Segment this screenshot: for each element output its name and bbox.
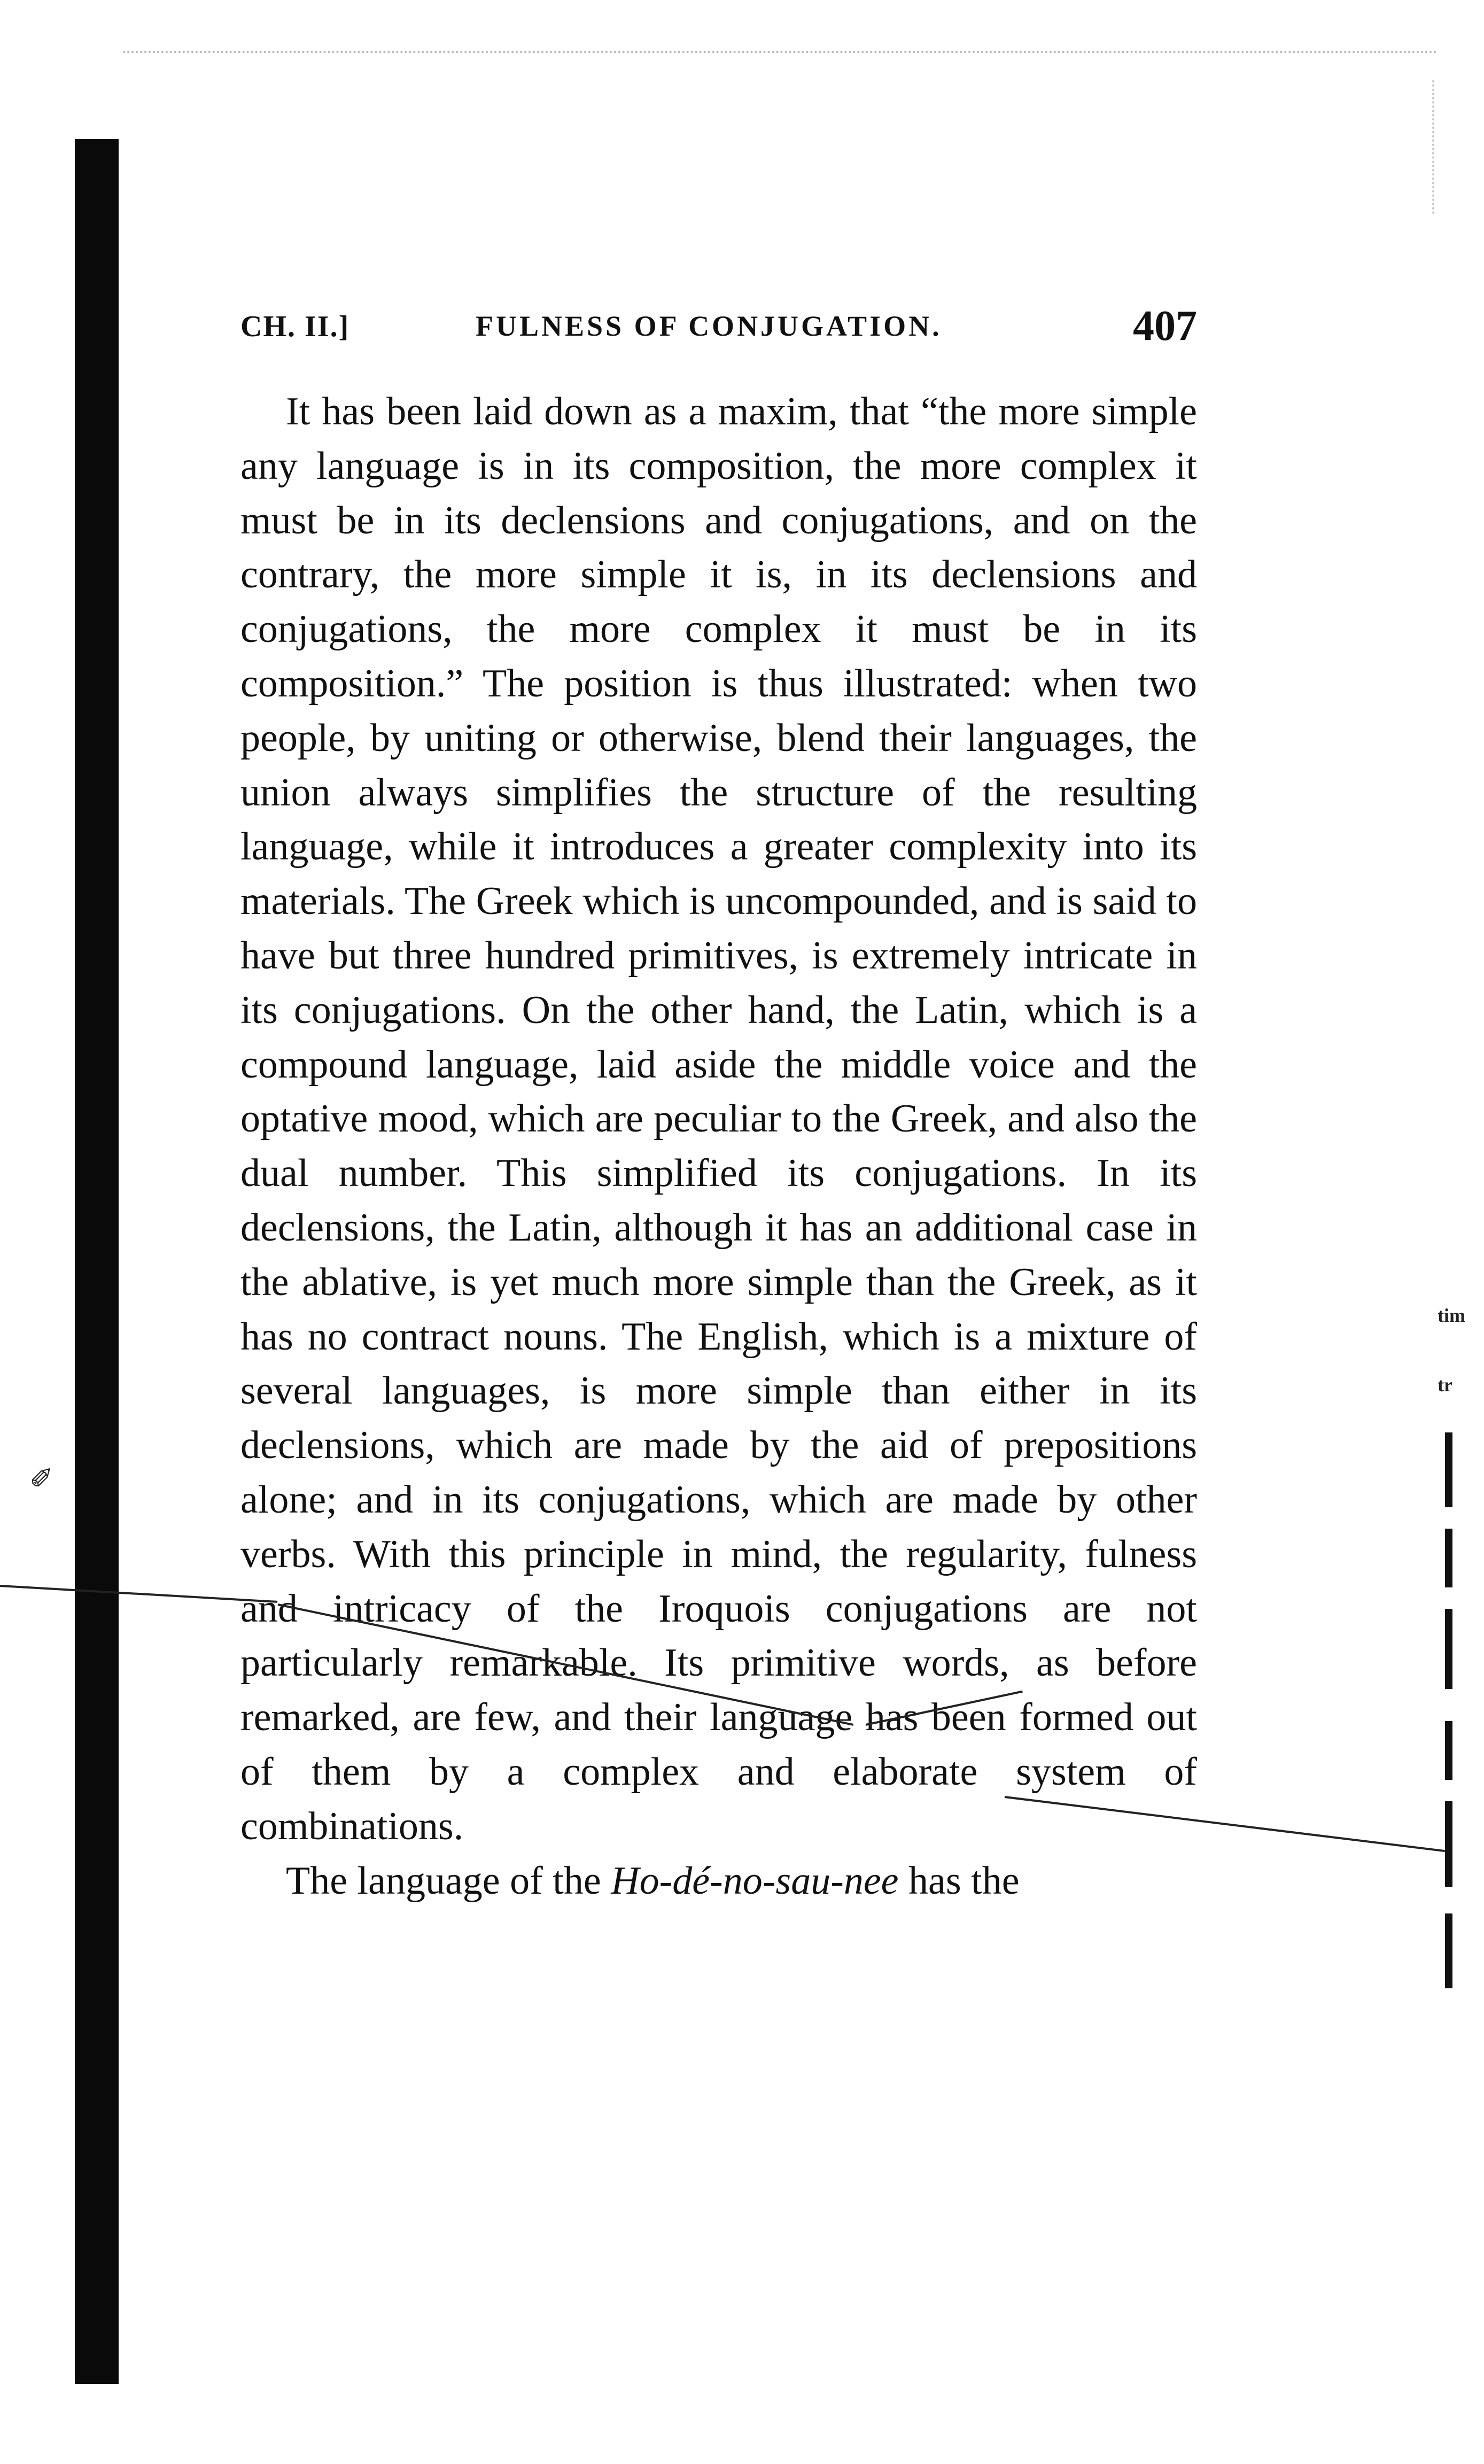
fragment-bar — [1445, 1609, 1452, 1689]
running-head-chapter: CH. II.] — [240, 310, 350, 343]
pencil-stroke-line — [0, 1585, 277, 1603]
paragraph-2-start: The language of the — [286, 1858, 601, 1903]
fragment-bar — [1445, 1913, 1452, 1988]
paragraph-1: It has been laid down as a maxim, that “the more simple any language is in its composition, the more complex it must be in its declensions and conjugations, and on the contrary, the more simple it is, in its declensions and conjugations, the more complex it must be in its composition.” The position is thus illustrated: when two people, by uniting or otherwise, blend their languages, the union always simplifies the structure of the resulting language, while it introduces a greater complexity into its materials. The Greek which is uncompounded, and is said to have but three hundred primitives, is extremely intricate in its conjugations. On the other hand, the Latin, which is a compound language, laid aside the middle voice and the optative mood, which are peculiar to the Greek, and also the dual number. This simplified its conjugations. In its declensions, the Latin, although it has an additional case in the ablative, is yet much more simple than the Greek, as it has no contract nouns. The English, which is a mixture of several languages, is more simple than either in its declensions, which are made by the aid of prepositions alone; and in its conjugations, which are made by other verbs. With this principle in mind, the regularity, fulness and intricacy of the Iroquois conjugations are not particularly remarkable. Its primitive words, as before remarked, are few, and their language has been formed out of them by a complex and elaborate system of combinations. — [240, 390, 1197, 1848]
paragraph-2-end: has the — [908, 1858, 1020, 1903]
fragment-text: tr — [1438, 1374, 1452, 1396]
margin-ink-mark-icon: ✐ — [29, 1463, 54, 1495]
fragment-bar — [1445, 1721, 1452, 1780]
paragraph-2-term: Ho-dé-no-sau-nee — [611, 1858, 899, 1903]
right-edge-speckle — [1432, 80, 1434, 214]
fragment-bar — [1445, 1801, 1452, 1887]
running-head — [240, 302, 1197, 355]
paragraph-2 — [240, 1854, 1197, 1909]
fragment-bar — [1445, 1432, 1452, 1507]
fragment-text: tim — [1438, 1305, 1465, 1326]
running-head-title: FULNESS OF CONJUGATION. — [476, 310, 942, 342]
fragment-bar — [1445, 1529, 1452, 1587]
adjacent-page-fragments — [1438, 1288, 1480, 2464]
body-text — [240, 385, 1197, 1908]
page-number: 407 — [1133, 303, 1197, 350]
top-edge-speckle — [123, 51, 1438, 53]
binding-shadow-bar — [75, 139, 119, 2384]
